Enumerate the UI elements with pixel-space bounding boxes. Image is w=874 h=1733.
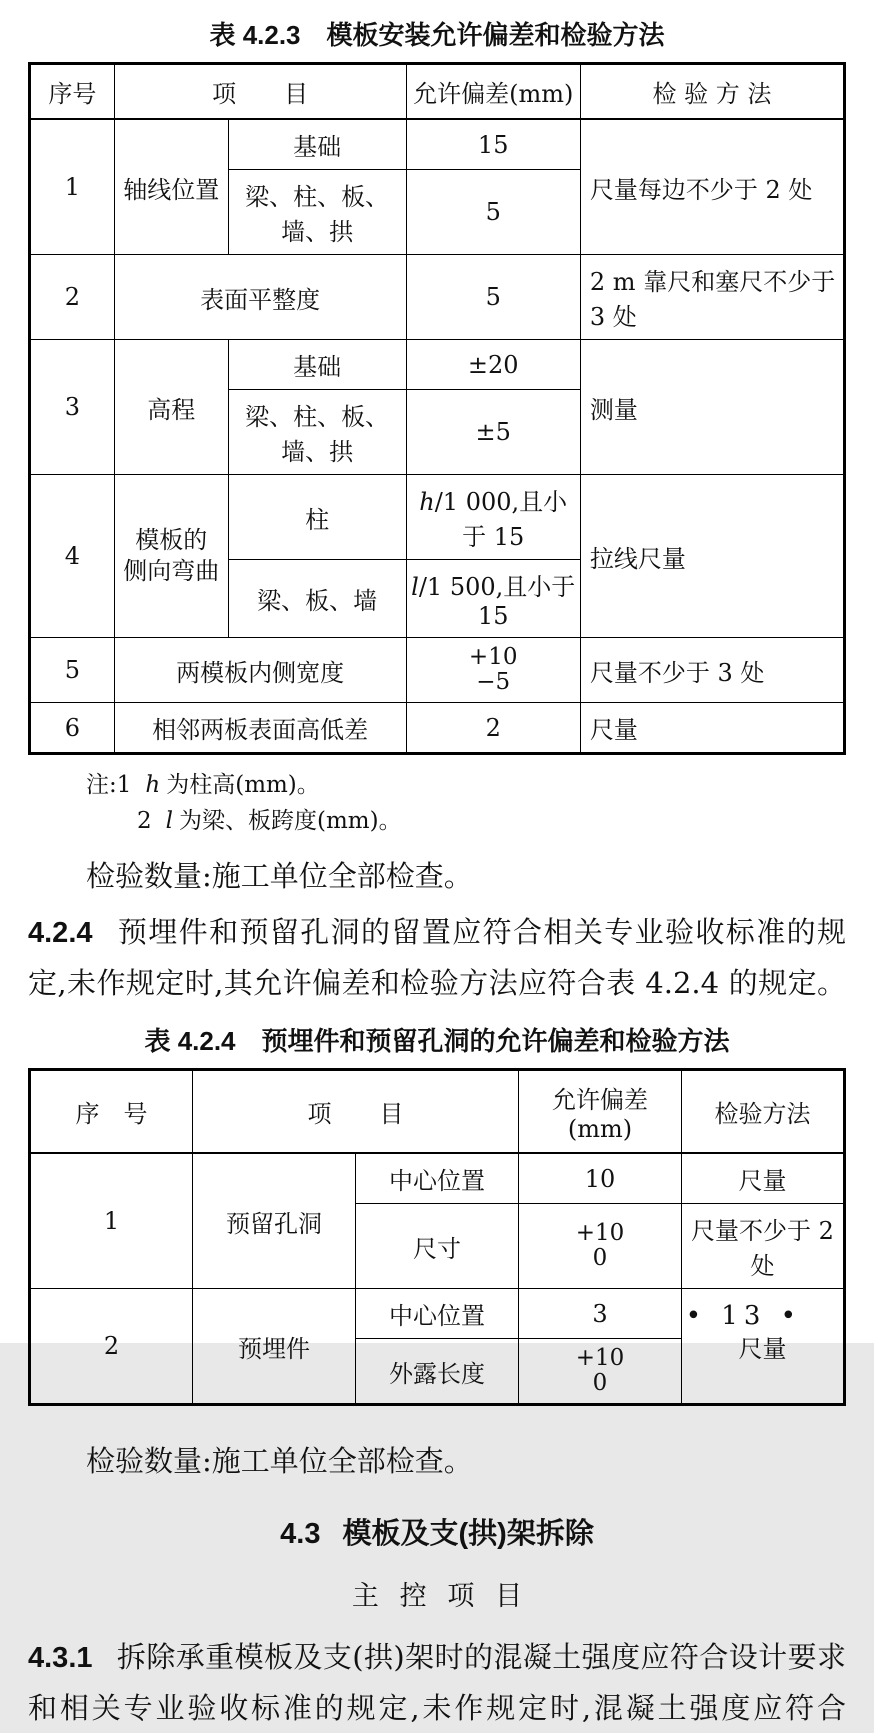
deviation-upper: +10 — [575, 1345, 625, 1371]
section-4-3-heading — [28, 1516, 846, 1552]
cell-method: 拉线尺量 — [580, 475, 844, 638]
deviation-stack — [523, 1221, 677, 1271]
note-text: 为柱高(mm)。 — [166, 772, 320, 798]
inspection-quantity-paragraph: 检验数量:施工单位全部检查。 — [86, 859, 473, 893]
cell-method: 尺量 — [580, 703, 844, 754]
cell-item-line2: 侧向弯曲 — [123, 557, 220, 585]
deviation-lower: −5 — [476, 669, 511, 695]
section-number: 4.3 — [280, 1518, 321, 1550]
table-row — [30, 119, 845, 170]
header-item: 项 目 — [114, 64, 406, 120]
table-row — [30, 475, 845, 560]
deviation-lower: 0 — [592, 1370, 608, 1396]
table-4-2-3 — [28, 62, 846, 755]
cell-seq: 1 — [30, 119, 115, 255]
cell-deviation — [519, 1339, 682, 1405]
cell-subitem: 基础 — [228, 340, 406, 390]
deviation-upper: +10 — [468, 644, 518, 670]
table-row — [30, 638, 845, 703]
cell-subitem: 外露长度 — [356, 1339, 519, 1405]
deviation-lower: 0 — [592, 1245, 608, 1271]
table-header-row — [30, 1070, 845, 1154]
cell-deviation — [406, 638, 580, 703]
cell-subitem: 中心位置 — [356, 1289, 519, 1339]
cell-seq: 2 — [30, 255, 115, 340]
cell-seq: 4 — [30, 475, 115, 638]
header-seq: 序 号 — [30, 1070, 193, 1154]
cell-method: 2 m 靠尺和塞尺不少于 3 处 — [580, 255, 844, 340]
cell-subitem: 柱 — [228, 475, 406, 560]
page-number: • 13 • — [685, 1301, 802, 1331]
cell-subitem: 梁、板、墙 — [228, 560, 406, 638]
cell-item: 两模板内侧宽度 — [114, 638, 406, 703]
header-method: 检验方法 — [682, 1070, 845, 1154]
table-notes — [28, 767, 846, 839]
variable-l: l — [411, 573, 419, 601]
cell-item: 预留孔洞 — [193, 1153, 356, 1289]
table-4-2-3-title: 表 4.2.3 模板安装允许偏差和检验方法 — [209, 20, 665, 50]
header-item: 项 目 — [193, 1070, 519, 1154]
note-label: 注:1 — [86, 772, 132, 798]
variable-h: h — [145, 772, 161, 798]
clause-number: 4.2.4 — [28, 917, 93, 949]
cell-subitem: 基础 — [228, 119, 406, 170]
cell-method: 尺量每边不少于 2 处 — [580, 119, 844, 255]
table-4-2-4-title: 表 4.2.4 预埋件和预留孔洞的允许偏差和检验方法 — [144, 1026, 730, 1056]
cell-seq: 2 — [30, 1289, 193, 1405]
cell-deviation: ±20 — [406, 340, 580, 390]
header-deviation: 允许偏差(mm) — [519, 1070, 682, 1154]
cell-method: 尺量 — [682, 1153, 845, 1204]
deviation-upper: +10 — [575, 1220, 625, 1246]
table-row — [30, 340, 845, 390]
variable-h: h — [419, 488, 435, 516]
header-deviation: 允许偏差(mm) — [406, 64, 580, 120]
cell-item: 轴线位置 — [114, 119, 228, 255]
cell-method: 尺量 — [682, 1289, 845, 1405]
cell-deviation: 5 — [406, 255, 580, 340]
cell-item-line1: 模板的 — [135, 526, 208, 554]
variable-l: l — [165, 808, 173, 834]
clause-4-2-4 — [28, 907, 846, 1008]
deviation-text: /1 000,且小于 15 — [434, 488, 568, 551]
cell-subitem: 尺寸 — [356, 1204, 519, 1289]
deviation-stack — [411, 645, 576, 695]
header-seq: 序号 — [30, 64, 115, 120]
inspection-quantity-paragraph: 检验数量:施工单位全部检查。 — [86, 1444, 473, 1478]
cell-subitem: 梁、柱、板、墙、拱 — [228, 390, 406, 475]
cell-subitem: 中心位置 — [356, 1153, 519, 1204]
table-4-2-4 — [28, 1068, 846, 1406]
table-row — [30, 703, 845, 754]
cell-deviation — [519, 1204, 682, 1289]
cell-item: 相邻两板表面高低差 — [114, 703, 406, 754]
cell-deviation: 3 — [519, 1289, 682, 1339]
cell-item: 表面平整度 — [114, 255, 406, 340]
deviation-stack — [523, 1346, 677, 1396]
cell-item: 预埋件 — [193, 1289, 356, 1405]
cell-item: 高程 — [114, 340, 228, 475]
note-2 — [28, 803, 846, 839]
header-method: 检 验 方 法 — [580, 64, 844, 120]
cell-deviation: ±5 — [406, 390, 580, 475]
cell-method: 尺量不少于 3 处 — [580, 638, 844, 703]
table-row — [30, 1153, 845, 1204]
section-title: 模板及支(拱)架拆除 — [342, 1518, 594, 1550]
cell-deviation — [406, 475, 580, 560]
cell-seq: 3 — [30, 340, 115, 475]
table-row — [30, 255, 845, 340]
cell-method: 测量 — [580, 340, 844, 475]
cell-item — [114, 475, 228, 638]
table-header-row — [30, 64, 845, 120]
deviation-text: /1 500,且小于 15 — [418, 573, 576, 630]
note-text: 为梁、板跨度(mm)。 — [179, 808, 402, 834]
clause-text: 拆除承重模板及支(拱)架时的混凝土强度应符合设计要求和相关专业验收标准的规定,未作规定时,混凝土强度应符合 — [28, 1640, 846, 1725]
note-1 — [28, 767, 846, 803]
clause-text: 预埋件和预留孔洞的留置应符合相关专业验收标准的规定,未作规定时,其允许偏差和检验方法应符合表 4.2.4 的规定。 — [28, 915, 846, 1000]
master-control-items-heading: 主 控 项 目 — [351, 1581, 523, 1612]
cell-seq: 1 — [30, 1153, 193, 1289]
cell-method: 尺量不少于 2 处 — [682, 1204, 845, 1289]
cell-seq: 6 — [30, 703, 115, 754]
cell-subitem: 梁、柱、板、墙、拱 — [228, 170, 406, 255]
note-label: 2 — [137, 808, 152, 834]
clause-4-3-1 — [28, 1632, 846, 1733]
cell-deviation: 2 — [406, 703, 580, 754]
clause-number: 4.3.1 — [28, 1642, 93, 1674]
cell-deviation: 10 — [519, 1153, 682, 1204]
cell-deviation: 15 — [406, 119, 580, 170]
cell-deviation: 5 — [406, 170, 580, 255]
cell-seq: 5 — [30, 638, 115, 703]
cell-deviation — [406, 560, 580, 638]
